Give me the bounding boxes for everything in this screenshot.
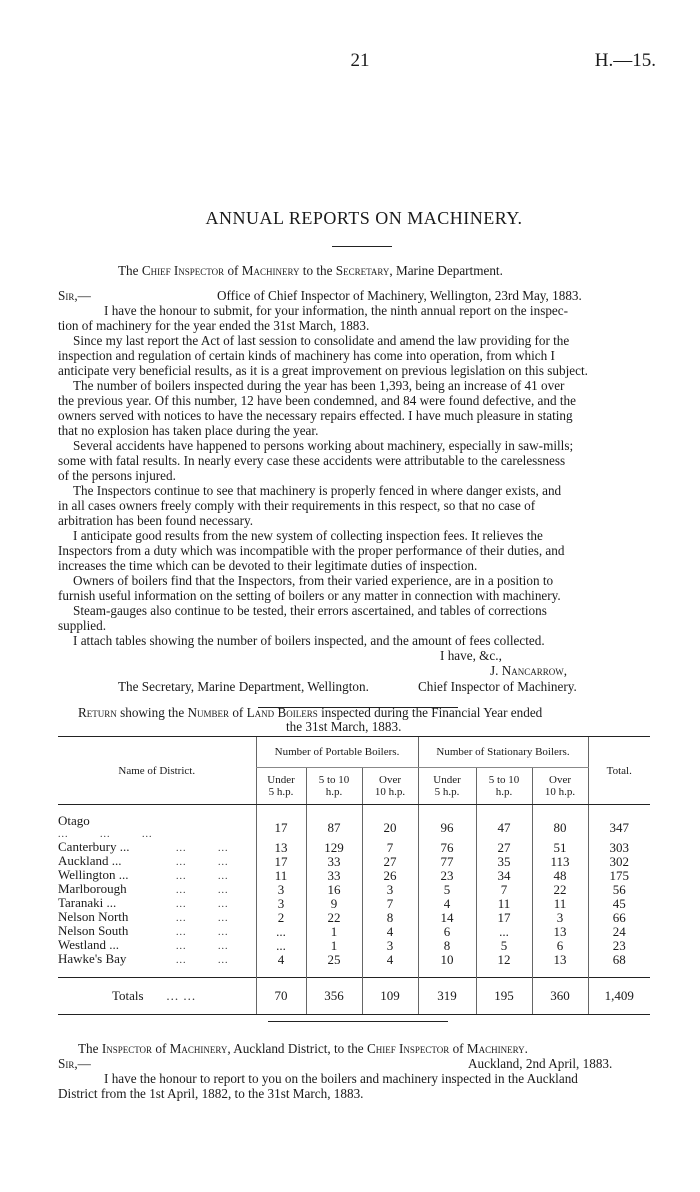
district-name: Hawke's Bay — [58, 951, 127, 966]
subheader-stationary-under-5: Under 5 h.p. — [418, 768, 476, 805]
cell-portable-5-to-10: 129 — [306, 841, 362, 855]
cell-stationary-5-to-10: 47 — [476, 815, 532, 841]
return-heading-date: the 31st March, 1883. — [286, 719, 402, 734]
cell-stationary-under-5: 8 — [418, 939, 476, 953]
letter1-line: I anticipate good results from the new system of collecting inspection fees. It relieves the — [73, 528, 543, 543]
subheader-stationary-over-10: Over 10 h.p. — [532, 768, 588, 805]
cell-stationary-under-5: 77 — [418, 855, 476, 869]
total-portable-under-5: 70 — [256, 978, 306, 1015]
leader-dots: ... ... — [176, 871, 229, 882]
cell-stationary-over-10: 48 — [532, 869, 588, 883]
cell-stationary-5-to-10: 34 — [476, 869, 532, 883]
table-header-row — [58, 737, 650, 768]
letter1-line: supplied. — [58, 618, 106, 633]
title-divider — [332, 246, 392, 247]
letter1-line: the previous year. Of this number, 12 have been condemned, and 84 were found defective, and the — [58, 393, 577, 408]
cell-stationary-under-5: 23 — [418, 869, 476, 883]
subheader-portable-over-10: Over 10 h.p. — [362, 768, 418, 805]
table-row — [58, 925, 650, 939]
letter1-line: Owners of boilers find that the Inspectors, from their varied experience, are in a position to — [73, 573, 554, 588]
return-heading: Return showing the Number of Land Boilers inspected during the Financial Year ended — [78, 705, 543, 720]
letter1-line: anticipate very beneficial results, as it is a great improvement on previous legislation on this subject. — [58, 363, 588, 378]
cell-total: 68 — [588, 953, 650, 967]
leader-dots: ... ... — [176, 843, 229, 854]
header-district: Name of District. — [58, 737, 256, 805]
page-number: 21 — [350, 50, 370, 71]
land-boilers-table — [58, 736, 650, 1015]
district-name: Marlborough — [58, 881, 127, 896]
letter1-line: in all cases owners freely comply with their requirements in this respect, so that no case of — [58, 498, 536, 513]
letter1-line: inspection and regulation of certain kinds of machinery has come into operation, from which I — [58, 348, 555, 363]
cell-portable-under-5: 3 — [256, 897, 306, 911]
letter1-line: The Inspectors continue to see that machinery is properly fenced in where danger exists, and — [73, 483, 562, 498]
cell-total: 45 — [588, 897, 650, 911]
cell-portable-over-10: 4 — [362, 953, 418, 967]
letter1-line: furnish useful information on the setting of boilers or any matter in connection with machinery. — [58, 588, 561, 603]
cell-portable-under-5: 3 — [256, 883, 306, 897]
cell-stationary-under-5: 6 — [418, 925, 476, 939]
grand-total: 1,409 — [588, 978, 650, 1015]
cell-total: 175 — [588, 869, 650, 883]
letter1-line: Since my last report the Act of last session to consolidate and amend the law providing for the — [73, 333, 570, 348]
table-row — [58, 897, 650, 911]
cell-portable-5-to-10: 16 — [306, 883, 362, 897]
letter1-line: arbitration has been found necessary. — [58, 513, 254, 528]
letter1-line: of the persons injured. — [58, 468, 176, 483]
leader-dots: ... ... ... — [58, 829, 153, 840]
district-name: Westland ... — [58, 937, 120, 952]
header-total: Total. — [588, 737, 650, 805]
cell-portable-5-to-10: 33 — [306, 869, 362, 883]
cell-portable-under-5: ... — [256, 939, 306, 953]
cell-stationary-under-5: 10 — [418, 953, 476, 967]
cell-stationary-5-to-10: 7 — [476, 883, 532, 897]
cell-portable-over-10: 20 — [362, 815, 418, 841]
cell-portable-5-to-10: 87 — [306, 815, 362, 841]
totals-row — [58, 978, 650, 1015]
cell-stationary-5-to-10: 5 — [476, 939, 532, 953]
cell-portable-over-10: 26 — [362, 869, 418, 883]
cell-stationary-over-10: 51 — [532, 841, 588, 855]
letter1-line: I have the honour to submit, for your information, the ninth annual report on the inspec- — [104, 303, 569, 318]
letter1-line: I attach tables showing the number of boilers inspected, and the amount of fees collected. — [73, 633, 545, 648]
total-portable-5-to-10: 356 — [306, 978, 362, 1015]
district-name: Canterbury ... — [58, 839, 130, 854]
cell-stationary-under-5: 4 — [418, 897, 476, 911]
cell-portable-under-5: 2 — [256, 911, 306, 925]
cell-portable-over-10: 27 — [362, 855, 418, 869]
cell-total: 24 — [588, 925, 650, 939]
district-name: Nelson South — [58, 923, 129, 938]
table-row — [58, 953, 650, 967]
letter2-place-date: Auckland, 2nd April, 1883. — [468, 1056, 613, 1071]
cell-total: 347 — [588, 815, 650, 841]
district-name: Nelson North — [58, 909, 129, 924]
leader-dots: ... ... — [176, 941, 229, 952]
cell-portable-under-5: ... — [256, 925, 306, 939]
cell-portable-under-5: 11 — [256, 869, 306, 883]
cell-stationary-over-10: 113 — [532, 855, 588, 869]
cell-portable-under-5: 17 — [256, 815, 306, 841]
cell-stationary-under-5: 76 — [418, 841, 476, 855]
document-reference: H.—15. — [594, 50, 656, 71]
letter2-salutation: Sir,— — [58, 1056, 91, 1071]
cell-stationary-over-10: 22 — [532, 883, 588, 897]
table-row — [58, 939, 650, 953]
cell-stationary-over-10: 6 — [532, 939, 588, 953]
cell-portable-5-to-10: 22 — [306, 911, 362, 925]
cell-stationary-under-5: 96 — [418, 815, 476, 841]
cell-stationary-5-to-10: 17 — [476, 911, 532, 925]
cell-stationary-over-10: 13 — [532, 953, 588, 967]
cell-portable-over-10: 3 — [362, 883, 418, 897]
letter1-heading: The Chief Inspector of Machinery to the Secretary, Marine Department. — [118, 263, 503, 278]
leader-dots: ... ... — [176, 899, 229, 910]
total-portable-over-10: 109 — [362, 978, 418, 1015]
letter1-line: increases the time which can be devoted to their legitimate duties of inspection. — [58, 558, 478, 573]
cell-total: 56 — [588, 883, 650, 897]
letter1-line: Inspectors from a duty which was incompatible with the proper performance of their duties, and — [58, 543, 565, 558]
cell-stationary-5-to-10: ... — [476, 925, 532, 939]
cell-stationary-under-5: 5 — [418, 883, 476, 897]
leader-dots: ... ... — [176, 857, 229, 868]
section-divider-2 — [268, 1021, 448, 1022]
district-rows — [58, 815, 650, 967]
cell-portable-5-to-10: 33 — [306, 855, 362, 869]
cell-stationary-5-to-10: 12 — [476, 953, 532, 967]
letter2-heading: The Inspector of Machinery, Auckland District, to the Chief Inspector of Machinery. — [78, 1041, 528, 1056]
letter1-closing: I have, &c., — [440, 648, 502, 663]
letter1-signature: J. Nancarrow, — [490, 663, 568, 678]
cell-portable-over-10: 8 — [362, 911, 418, 925]
cell-total: 302 — [588, 855, 650, 869]
header-stationary-boilers: Number of Stationary Boilers. — [418, 737, 588, 768]
letter1-line: Steam-gauges also continue to be tested, their errors ascertained, and tables of corrections — [73, 603, 547, 618]
leader-dots: ... ... — [176, 885, 229, 896]
table-row — [58, 815, 650, 841]
table-row — [58, 855, 650, 869]
letter1-salutation: Sir,— — [58, 288, 91, 303]
cell-stationary-under-5: 14 — [418, 911, 476, 925]
leader-dots: ... ... — [176, 913, 229, 924]
header-portable-boilers: Number of Portable Boilers. — [256, 737, 418, 768]
cell-total: 303 — [588, 841, 650, 855]
cell-stationary-over-10: 11 — [532, 897, 588, 911]
cell-stationary-5-to-10: 27 — [476, 841, 532, 855]
report-title: ANNUAL REPORTS ON MACHINERY. — [205, 208, 523, 228]
cell-portable-under-5: 4 — [256, 953, 306, 967]
cell-stationary-over-10: 80 — [532, 815, 588, 841]
letter1-line: some with fatal results. In nearly every case these accidents were attributable to the carelessness — [58, 453, 566, 468]
cell-portable-5-to-10: 1 — [306, 939, 362, 953]
leader-dots: ... ... — [176, 955, 229, 966]
letter1-line: tion of machinery for the year ended the 31st March, 1883. — [58, 318, 370, 333]
cell-stationary-5-to-10: 35 — [476, 855, 532, 869]
cell-portable-5-to-10: 1 — [306, 925, 362, 939]
letter1-line: Several accidents have happened to persons working about machinery, especially in saw-mills; — [73, 438, 574, 453]
totals-label: Totals — [112, 988, 144, 1003]
letter1-office-line: Office of Chief Inspector of Machinery, Wellington, 23rd May, 1883. — [217, 288, 582, 303]
table-row — [58, 841, 650, 855]
cell-portable-over-10: 4 — [362, 925, 418, 939]
totals-dots: ... ... — [166, 988, 197, 1003]
total-stationary-under-5: 319 — [418, 978, 476, 1015]
letter2-line: District from the 1st April, 1882, to the 31st March, 1883. — [58, 1086, 364, 1101]
letter1-addressee: The Secretary, Marine Department, Wellington. — [118, 679, 369, 694]
district-name: Wellington ... — [58, 867, 129, 882]
leader-dots: ... ... — [176, 927, 229, 938]
cell-portable-5-to-10: 25 — [306, 953, 362, 967]
subheader-stationary-5-to-10: 5 to 10 h.p. — [476, 768, 532, 805]
letter1-line: The number of boilers inspected during the year has been 1,393, being an increase of 41 over — [73, 378, 565, 393]
table-row — [58, 869, 650, 883]
cell-total: 66 — [588, 911, 650, 925]
letter1-signature-title: Chief Inspector of Machinery. — [418, 679, 577, 694]
cell-stationary-over-10: 13 — [532, 925, 588, 939]
cell-portable-over-10: 7 — [362, 841, 418, 855]
cell-stationary-over-10: 3 — [532, 911, 588, 925]
table-row — [58, 911, 650, 925]
letter2-line: I have the honour to report to you on the boilers and machinery inspected in the Auckland — [104, 1071, 578, 1086]
district-name: Auckland ... — [58, 853, 122, 868]
letter1-line: owners served with notices to have the necessary repairs effected. I have much pleasure in stating — [58, 408, 573, 423]
table-row — [58, 883, 650, 897]
total-stationary-5-to-10: 195 — [476, 978, 532, 1015]
cell-portable-over-10: 7 — [362, 897, 418, 911]
cell-portable-under-5: 17 — [256, 855, 306, 869]
district-name: Taranaki ... — [58, 895, 117, 910]
subheader-portable-under-5: Under 5 h.p. — [256, 768, 306, 805]
cell-portable-5-to-10: 9 — [306, 897, 362, 911]
cell-total: 23 — [588, 939, 650, 953]
cell-stationary-5-to-10: 11 — [476, 897, 532, 911]
district-name: Otago — [58, 813, 90, 828]
cell-portable-under-5: 13 — [256, 841, 306, 855]
subheader-portable-5-to-10: 5 to 10 h.p. — [306, 768, 362, 805]
letter1-line: that no explosion has taken place during the year. — [58, 423, 319, 438]
total-stationary-over-10: 360 — [532, 978, 588, 1015]
cell-portable-over-10: 3 — [362, 939, 418, 953]
